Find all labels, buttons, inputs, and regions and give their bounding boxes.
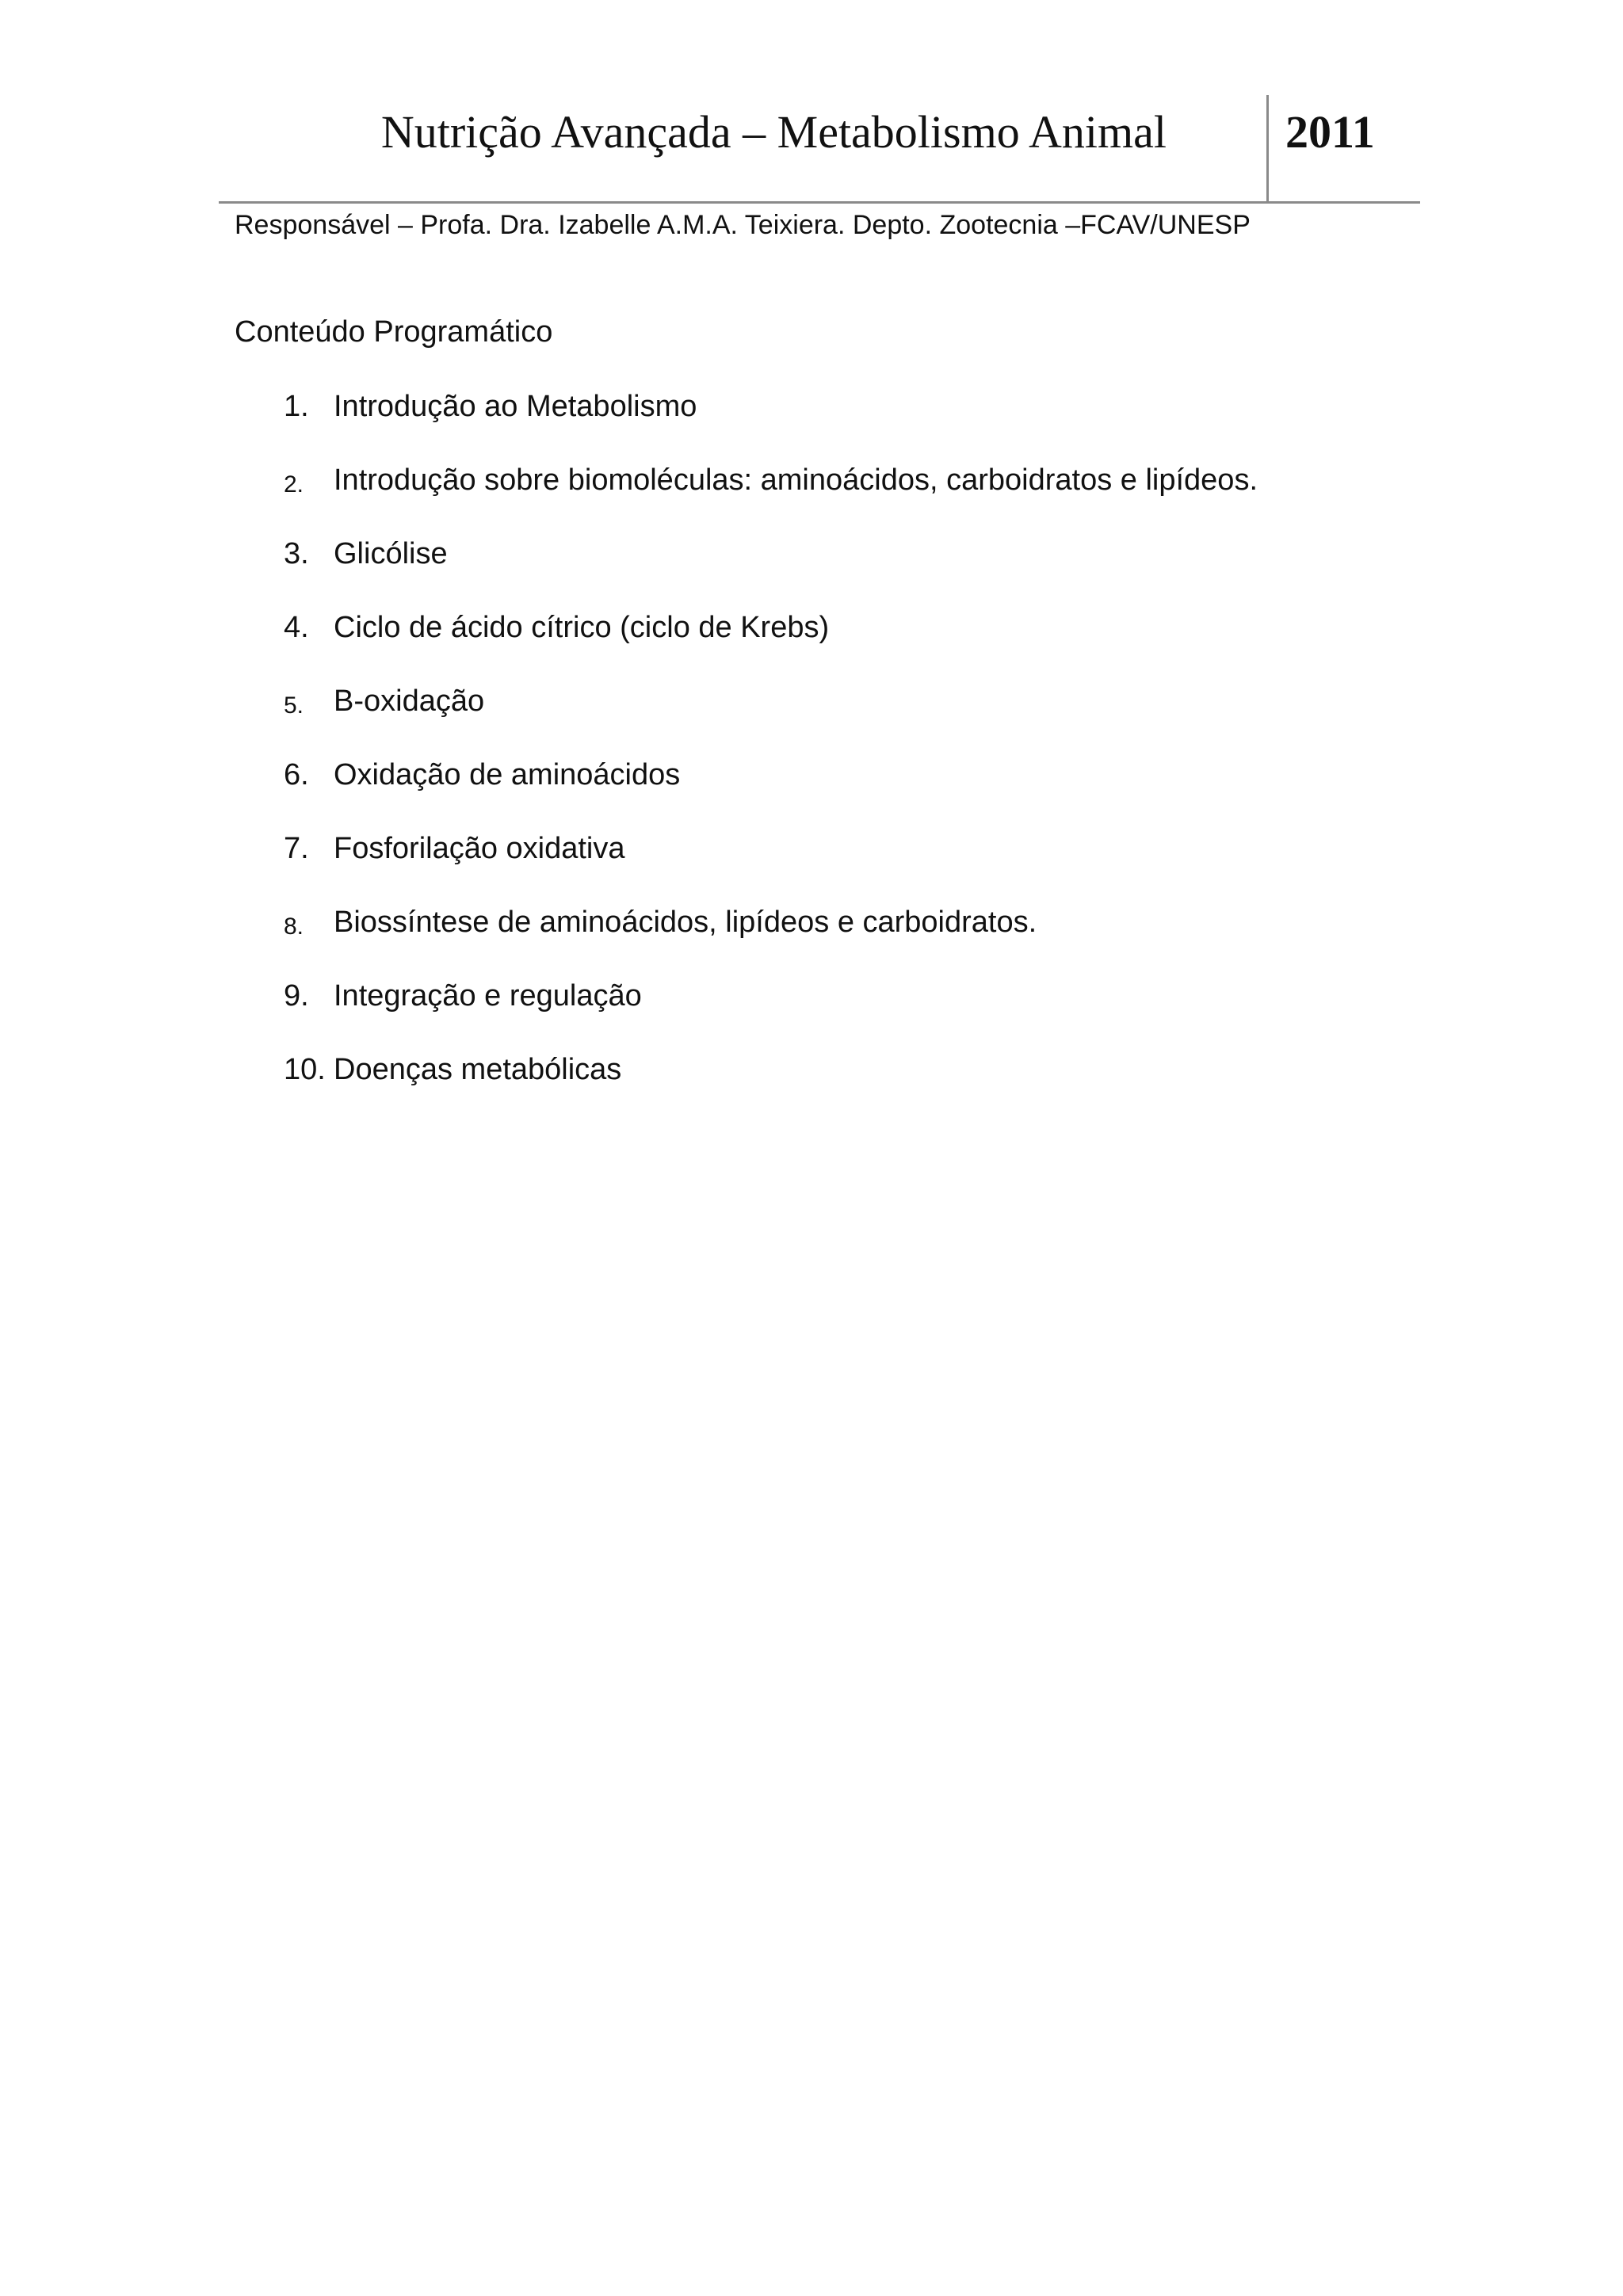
- list-item-text: Doenças metabólicas: [334, 1053, 622, 1086]
- list-item-number: 5.: [284, 692, 304, 719]
- list-item-text: Integração e regulação: [334, 979, 642, 1013]
- list-item-number: 6.: [284, 758, 309, 791]
- list-item-text: Introdução ao Metabolismo: [334, 390, 697, 423]
- page-header: [219, 95, 1420, 203]
- list-item-text: Oxidação de aminoácidos: [334, 758, 681, 791]
- list-item-text: Glicólise: [334, 537, 448, 570]
- list-item-number: 3.: [284, 537, 309, 570]
- header-title: Nutrição Avançada – Metabolismo Animal: [380, 106, 1167, 158]
- list-item-text: Ciclo de ácido cítrico (ciclo de Krebs): [334, 611, 830, 644]
- responsible-line: Responsável – Profa. Dra. Izabelle A.M.A. Teixiera. Depto. Zootecnia –FCAV/UNESP: [235, 210, 1251, 240]
- section-title: Conteúdo Programático: [235, 315, 553, 349]
- list-item-text: Introdução sobre biomoléculas: aminoácidos, carboidratos e lipídeos.: [334, 463, 1258, 497]
- list-item-number: 8.: [284, 913, 304, 940]
- list-item-number: 10.: [284, 1053, 326, 1086]
- list-item-number: 2.: [284, 471, 304, 498]
- list-item-text: Biossíntese de aminoácidos, lipídeos e carboidratos.: [334, 906, 1037, 939]
- header-rule: [219, 201, 1420, 204]
- list-item-number: 1.: [284, 390, 309, 423]
- list-item-number: 9.: [284, 979, 309, 1013]
- list-item-text: B-oxidação: [334, 685, 485, 718]
- header-separator: [1266, 95, 1269, 201]
- list-item-number: 7.: [284, 832, 309, 865]
- list-item-text: Fosforilação oxidativa: [334, 832, 625, 865]
- header-year: 2011: [1285, 106, 1375, 158]
- list-item-number: 4.: [284, 611, 309, 644]
